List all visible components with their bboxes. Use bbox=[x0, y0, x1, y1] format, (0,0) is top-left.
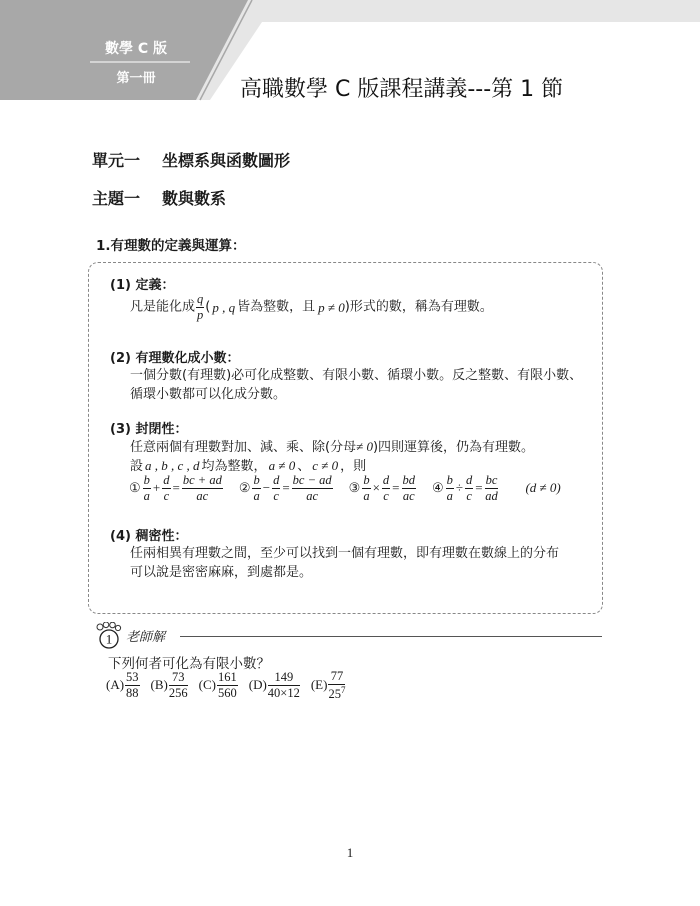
fraction-numerator: bc bbox=[485, 473, 498, 487]
answer-choice[interactable] bbox=[106, 671, 141, 699]
formula-marker: ④ bbox=[432, 480, 444, 495]
fraction-numerator: 77 bbox=[328, 670, 345, 685]
definition-paren: ( bbox=[205, 299, 211, 315]
formula-1 bbox=[128, 473, 224, 503]
item-density-line1: 任兩相異有理數之間，至少可以找到一個有理數，即有理數在數線上的分布 bbox=[130, 546, 560, 561]
definition-fraction bbox=[196, 293, 204, 321]
example-label: 老師解 bbox=[126, 630, 166, 645]
fraction-numerator: bd bbox=[402, 473, 415, 487]
item-decimal-title: (2) 有理數化成小數： bbox=[110, 351, 240, 366]
denominator-base: 25 bbox=[328, 686, 341, 701]
badge-subject: 數學 C 版 bbox=[104, 41, 168, 57]
fraction-denominator: 88 bbox=[126, 685, 139, 700]
formula-operator: + bbox=[152, 480, 161, 495]
fraction-denominator: ac bbox=[402, 488, 415, 503]
fraction-denominator: c bbox=[466, 488, 472, 503]
fraction-numerator: d bbox=[382, 473, 390, 487]
fraction-denominator: a bbox=[363, 488, 370, 503]
closure-cond-c: c ≠ 0 bbox=[312, 458, 339, 473]
fraction bbox=[292, 474, 333, 502]
formula-marker: ③ bbox=[348, 480, 361, 495]
badge-volume: 第一冊 bbox=[116, 71, 156, 86]
fraction bbox=[268, 671, 300, 699]
fraction-denominator: c bbox=[273, 488, 279, 503]
closure-sep: 、 bbox=[297, 459, 311, 474]
choice-label: (E) bbox=[310, 677, 328, 693]
fraction-numerator: b bbox=[253, 473, 260, 487]
page-number: 1 bbox=[346, 845, 354, 860]
denominator-exponent: 7 bbox=[340, 684, 346, 695]
choice-label: (B) bbox=[150, 677, 168, 693]
document-title: 高職數學 C 版課程講義---第 1 節 bbox=[240, 77, 564, 102]
closure-condition: ≠ 0 bbox=[356, 439, 373, 454]
fraction bbox=[162, 474, 170, 502]
fraction-numerator: 149 bbox=[268, 671, 300, 686]
fraction-numerator: b bbox=[446, 473, 453, 487]
paw-number-icon bbox=[96, 622, 126, 650]
fraction-numerator: q bbox=[197, 292, 204, 306]
fraction-numerator: bc − ad bbox=[292, 473, 332, 487]
choice-label: (D) bbox=[248, 677, 267, 693]
definition-text-d: )形式的數，稱為有理數。 bbox=[344, 299, 493, 315]
answer-choice[interactable] bbox=[311, 670, 347, 700]
fraction-denominator: ac bbox=[196, 488, 209, 503]
fraction-numerator: d bbox=[273, 473, 280, 487]
fraction bbox=[125, 671, 140, 699]
item-decimal-line2: 循環小數都可以化成分數。 bbox=[130, 387, 287, 402]
fraction-denominator: a bbox=[253, 488, 260, 503]
closure-text-a: 任意兩個有理數對加、減、乘、除(分母 bbox=[130, 440, 357, 455]
choice-label: (C) bbox=[198, 677, 216, 693]
answer-choice[interactable] bbox=[151, 671, 189, 699]
formula-condition: (d ≠ 0) bbox=[525, 480, 561, 495]
item-definition-title: (1) 定義： bbox=[110, 278, 175, 293]
fraction bbox=[169, 671, 188, 699]
fraction-numerator: bc + ad bbox=[182, 473, 222, 487]
choice-label: (A) bbox=[106, 677, 125, 693]
definition-condition: p ≠ 0 bbox=[318, 299, 345, 315]
formula-3 bbox=[348, 473, 417, 503]
fraction-denominator: a bbox=[143, 488, 150, 503]
fraction-denominator: a bbox=[446, 488, 453, 503]
fraction bbox=[217, 671, 238, 699]
fraction bbox=[272, 474, 280, 502]
fraction-denominator: 256 bbox=[168, 685, 188, 700]
formula-list bbox=[128, 473, 513, 503]
fraction bbox=[465, 474, 473, 502]
fraction bbox=[446, 474, 454, 502]
unit-name: 坐標系與函數圖形 bbox=[162, 151, 291, 170]
fraction bbox=[402, 474, 417, 502]
closure-set-text: 設 bbox=[130, 459, 144, 474]
formula-equals: = bbox=[475, 480, 483, 495]
formula-equals: = bbox=[172, 480, 180, 495]
formula-marker: ① bbox=[129, 480, 141, 495]
fraction-denominator: ad bbox=[485, 488, 498, 503]
answer-choices bbox=[106, 670, 356, 700]
fraction-denominator: 560 bbox=[217, 685, 237, 700]
closure-vars: a , b , c , d bbox=[145, 458, 200, 473]
fraction bbox=[252, 474, 260, 502]
fraction bbox=[382, 474, 390, 502]
fraction-denominator: 40×12 bbox=[267, 685, 300, 700]
example-divider bbox=[180, 636, 602, 637]
topic-heading bbox=[92, 186, 226, 209]
definition-text-c: 皆為整數，且 bbox=[237, 299, 316, 315]
item-decimal-line1: 一個分數(有理數)必可化成整數、有限小數、循環小數。反之整數、有限小數、 bbox=[130, 368, 583, 383]
fraction-denominator: c bbox=[163, 488, 170, 503]
formula-4 bbox=[431, 473, 499, 503]
closure-text-b: )四則運算後，仍為有理數。 bbox=[372, 440, 535, 455]
unit-label: 單元一 bbox=[92, 151, 141, 170]
fraction-denominator: ac bbox=[306, 488, 319, 503]
item-density-line2: 可以說是密密麻麻，到處都是。 bbox=[130, 565, 313, 580]
fraction-numerator: b bbox=[143, 473, 150, 487]
item-closure-title: (3) 封閉性： bbox=[110, 422, 188, 437]
closure-cond-a: a ≠ 0 bbox=[268, 458, 296, 473]
unit-heading bbox=[92, 148, 290, 171]
closure-then: ，則 bbox=[340, 459, 367, 474]
topic-label: 主題一 bbox=[92, 189, 141, 208]
definition-vars: p , q bbox=[212, 299, 236, 315]
formula-operator: − bbox=[262, 480, 271, 495]
formula-operator: ÷ bbox=[455, 480, 464, 495]
fraction-denominator: c bbox=[383, 488, 389, 503]
item-density-title: (4) 稠密性： bbox=[110, 529, 188, 544]
fraction bbox=[143, 474, 151, 502]
formula-equals: = bbox=[282, 480, 290, 495]
example-number: 1 bbox=[105, 631, 113, 647]
fraction-numerator: b bbox=[363, 473, 370, 487]
fraction-denominator bbox=[328, 685, 345, 701]
item-closure-line1 bbox=[130, 437, 534, 457]
fraction-numerator: 73 bbox=[169, 671, 188, 686]
formula-marker: ② bbox=[238, 480, 251, 495]
answer-choice[interactable] bbox=[249, 671, 301, 699]
fraction bbox=[362, 474, 370, 502]
definition-text-a: 凡是能化成 bbox=[130, 299, 196, 315]
fraction-numerator: 53 bbox=[126, 670, 139, 685]
formula-2 bbox=[238, 473, 334, 503]
fraction-numerator: d bbox=[466, 473, 473, 487]
formula-equals: = bbox=[392, 480, 400, 495]
fraction bbox=[182, 474, 223, 502]
fraction-numerator: 161 bbox=[217, 670, 237, 685]
formula-operator: × bbox=[372, 480, 380, 495]
topic-name: 數與數系 bbox=[162, 189, 227, 208]
example-question: 下列何者可化為有限小數？ bbox=[108, 656, 270, 672]
section-heading: 1.有理數的定義與運算： bbox=[96, 238, 246, 254]
formula-row bbox=[128, 474, 561, 502]
answer-choice[interactable] bbox=[199, 671, 239, 699]
closure-int-text: 均為整數， bbox=[201, 459, 267, 474]
fraction bbox=[485, 474, 499, 502]
fraction-numerator: d bbox=[163, 473, 170, 487]
fraction bbox=[328, 670, 345, 700]
fraction-denominator: p bbox=[197, 307, 204, 322]
item-definition-body bbox=[130, 293, 493, 321]
